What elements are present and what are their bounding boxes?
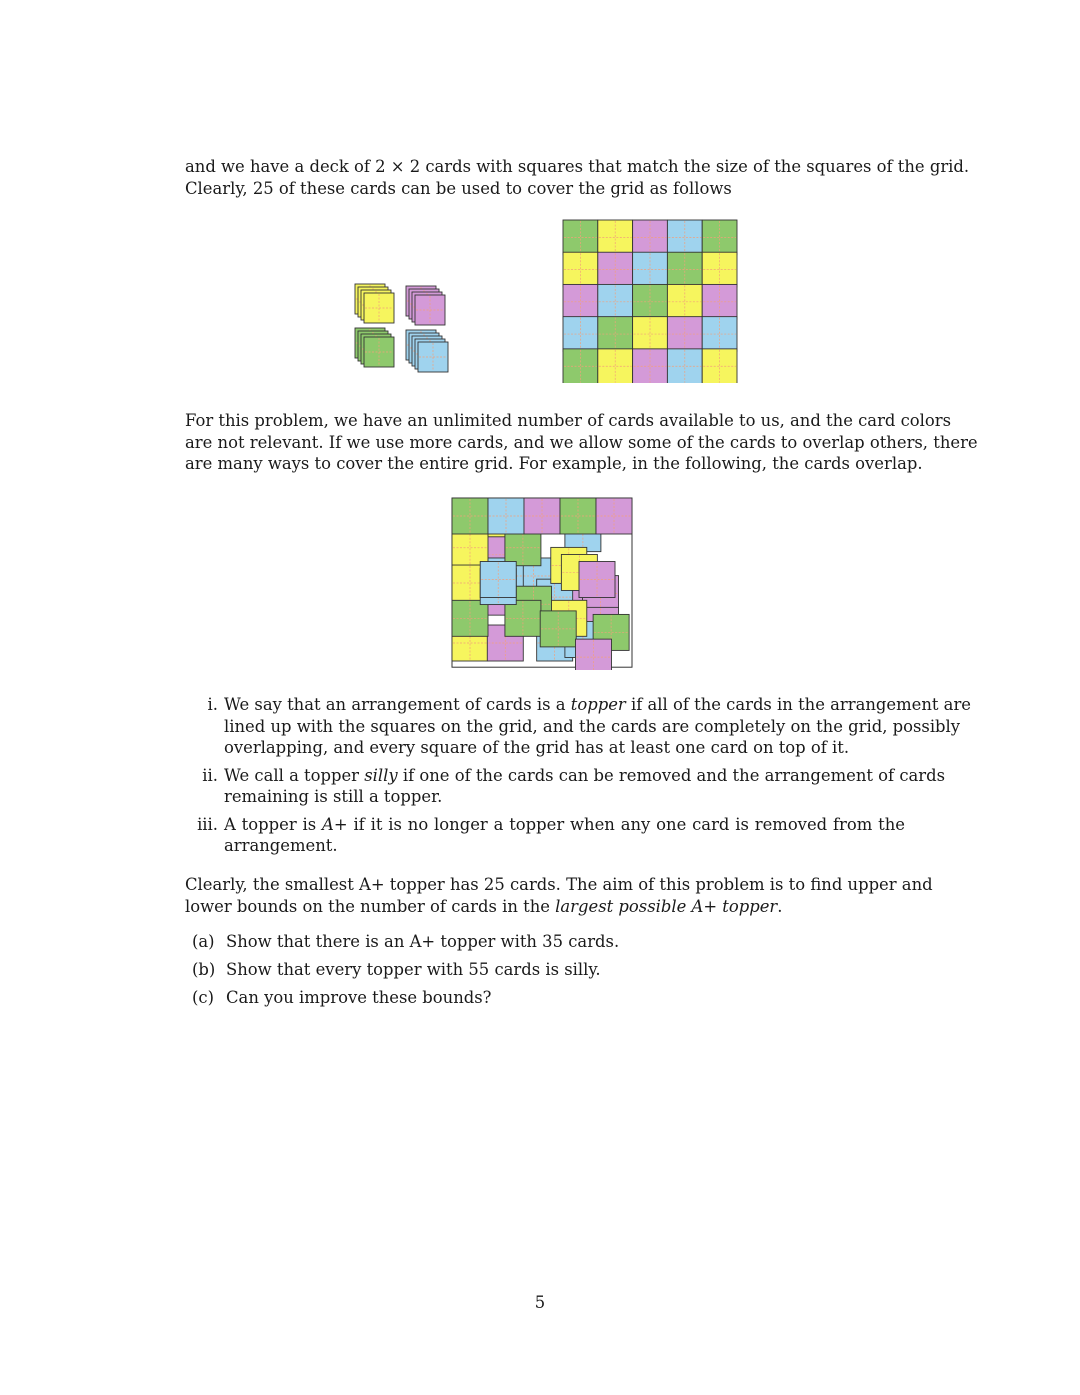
grid-card (702, 349, 737, 383)
definition-silly (185, 765, 946, 808)
question-c (192, 987, 491, 1009)
deck-card (364, 293, 394, 323)
text-line: Clearly, 25 of these cards can be used to cover the grid as follows (185, 178, 732, 198)
overlap-card (452, 498, 488, 534)
item-label: iii. (197, 814, 218, 834)
deck-card (415, 295, 445, 325)
overlap-card (540, 611, 576, 647)
grid-card (702, 284, 737, 319)
overlap-card (575, 639, 611, 670)
grid-card (667, 349, 702, 383)
term-silly: silly (364, 765, 398, 785)
question-label: (b) (192, 960, 216, 979)
grid-card (563, 317, 598, 352)
overlap-card (524, 498, 560, 534)
text-line: For this problem, we have an unlimited number of cards available to us, and the card colors (185, 411, 952, 430)
overlap-card (452, 600, 488, 636)
grid-card (563, 220, 598, 255)
grid-card (702, 220, 737, 255)
grid-card (598, 220, 633, 255)
overlap-card (579, 562, 615, 598)
grid-card (667, 252, 702, 287)
grid-card (563, 349, 598, 383)
overlap-card (488, 498, 524, 534)
text-segment: lower bounds on the number of cards in the (185, 896, 556, 916)
grid-card (633, 349, 668, 383)
text-segment: . (777, 896, 783, 916)
grid-card (667, 317, 702, 352)
text-segment: A topper is (224, 814, 323, 834)
grid-card (563, 252, 598, 287)
text-line: Clearly, the smallest A+ topper has 25 cards. The aim of this problem is to find upper and (185, 875, 933, 894)
text-segment: if it is no longer a topper when any one card is removed from the (347, 814, 905, 834)
grid-card (667, 220, 702, 255)
term-topper: topper (570, 695, 626, 714)
definition-a-plus (185, 814, 905, 857)
text-line: remaining is still a topper. (224, 787, 443, 806)
text-line: and we have a deck of 2 × 2 cards with squares that match the size of the squares of the grid. (185, 157, 970, 176)
emphasis: largest possible A+ topper (555, 896, 778, 916)
grid-card (633, 317, 668, 352)
deck-card (418, 342, 448, 372)
text-line: arrangement. (224, 836, 338, 855)
text-segment: if all of the cards in the arrangement are (625, 695, 971, 714)
covered-grid-figure (562, 219, 740, 383)
grid-card (598, 349, 633, 383)
text-line: lined up with the squares on the grid, and the cards are completely on the grid, possibly (224, 716, 961, 736)
text-segment: We say that an arrangement of cards is a (224, 695, 571, 714)
overlapping-cards-figure (450, 496, 640, 670)
text-line: are many ways to cover the entire grid. For example, in the following, the cards overlap. (185, 454, 923, 473)
question-b (192, 959, 601, 981)
grid-card (598, 284, 633, 319)
grid-card (633, 284, 668, 319)
overlap-card (480, 562, 516, 598)
grid-card (702, 252, 737, 287)
text-segment: We call a topper (224, 765, 365, 785)
overlap-card (596, 498, 632, 534)
overlap-card (452, 530, 488, 566)
text-line: overlapping, and every square of the grid has at least one card on top of it. (224, 738, 850, 757)
text-line: are not relevant. If we use more cards, and we allow some of the cards to overlap others, there (185, 432, 978, 452)
definitions-list (185, 694, 971, 857)
item-label: i. (207, 695, 218, 714)
grid-card (598, 252, 633, 287)
problem-paragraph (185, 410, 978, 475)
overlap-card (505, 600, 541, 636)
item-label: ii. (202, 765, 218, 785)
deck-card (364, 337, 394, 367)
question-label: (a) (192, 932, 215, 951)
text-segment: if one of the cards can be removed and the arrangement of cards (397, 765, 946, 785)
overlap-card (560, 498, 596, 534)
question-text: Show that every topper with 55 cards is silly. (226, 960, 601, 979)
question-label: (c) (192, 988, 214, 1007)
grid-card (702, 317, 737, 352)
grid-card (563, 284, 598, 319)
overlap-card (505, 530, 541, 566)
intro-paragraph (185, 156, 970, 199)
page-number: 5 (534, 1293, 546, 1312)
definition-topper (185, 694, 971, 759)
card-deck-figure (350, 280, 465, 382)
grid-card (667, 284, 702, 319)
aim-paragraph (185, 874, 933, 917)
question-text: Can you improve these bounds? (226, 988, 492, 1007)
question-a (192, 931, 619, 953)
question-text: Show that there is an A+ topper with 35 cards. (226, 932, 620, 951)
grid-card (598, 317, 633, 352)
grid-card (633, 252, 668, 287)
term-a-plus: A+ (322, 814, 348, 834)
grid-card (633, 220, 668, 255)
